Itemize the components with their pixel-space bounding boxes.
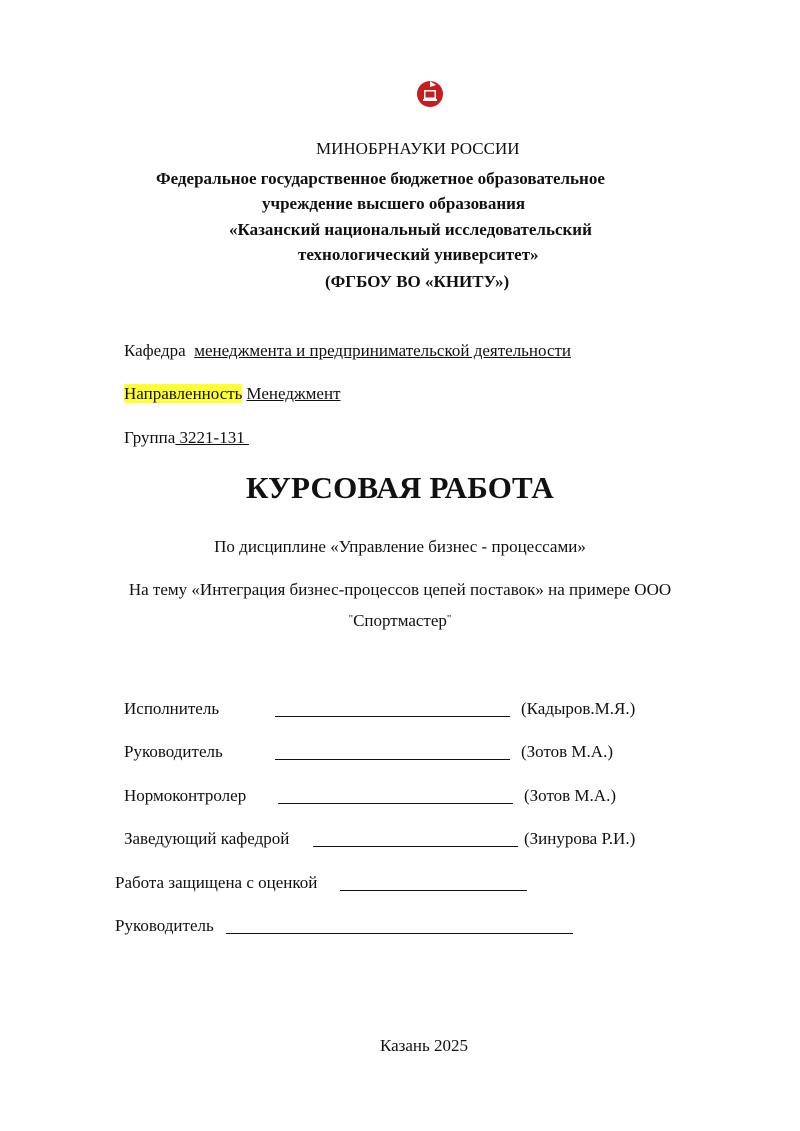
city-year: Казань 2025 bbox=[380, 1036, 469, 1055]
grade-line bbox=[340, 875, 527, 891]
supervisor-2-signature-line bbox=[226, 918, 573, 934]
department-value: менеджмента и предпринимательской деятельности bbox=[194, 341, 572, 360]
topic-quote-open: " bbox=[348, 613, 354, 625]
normcontrol-name: (Зотов М.А.) bbox=[524, 786, 616, 805]
university-name-line-1: «Казанский национальный исследовательский bbox=[229, 220, 592, 239]
direction-label: Направленность bbox=[124, 384, 243, 403]
group-row bbox=[124, 428, 249, 448]
supervisor-name: (Зотов М.А.) bbox=[521, 742, 613, 761]
topic-line-1: На тему «Интеграция бизнес-процессов цепей поставок» на примере ООО bbox=[128, 580, 672, 599]
group-label: Группа bbox=[124, 428, 176, 447]
topic-line-2 bbox=[0, 611, 800, 631]
group-value: 3221-131 bbox=[175, 428, 249, 447]
department-row bbox=[124, 341, 571, 361]
supervisor-signature-line bbox=[275, 744, 510, 760]
supervisor-label: Руководитель bbox=[124, 742, 223, 761]
topic-quote-close: " bbox=[446, 613, 452, 625]
discipline-line: По дисциплине «Управление бизнес - процессами» bbox=[214, 537, 586, 556]
direction-value: Менеджмент bbox=[246, 384, 341, 403]
head-of-department-name: (Зинурова Р.И.) bbox=[524, 829, 636, 848]
department-label: Кафедра bbox=[124, 341, 186, 360]
topic-company: Спортмастер bbox=[353, 611, 447, 630]
university-name-line-2: технологический университет» bbox=[298, 245, 539, 264]
document-title: КУРСОВАЯ РАБОТА bbox=[246, 470, 554, 505]
executor-name: (Кадыров.М.Я.) bbox=[521, 699, 636, 718]
direction-row bbox=[124, 384, 341, 404]
ministry-heading: МИНОБРНАУКИ РОССИИ bbox=[316, 139, 520, 158]
normcontrol-signature-line bbox=[278, 788, 513, 804]
head-of-department-signature-line bbox=[313, 831, 518, 847]
university-abbreviation: (ФГБОУ ВО «КНИТУ») bbox=[325, 272, 510, 291]
executor-signature-line bbox=[275, 701, 510, 717]
normcontrol-label: Нормоконтролер bbox=[124, 786, 247, 805]
executor-label: Исполнитель bbox=[124, 699, 220, 718]
supervisor-2-label: Руководитель bbox=[115, 916, 214, 935]
head-of-department-label: Заведующий кафедрой bbox=[124, 829, 290, 848]
defended-label: Работа защищена с оценкой bbox=[115, 873, 318, 892]
institution-line-2: учреждение высшего образования bbox=[262, 194, 526, 213]
institution-line-1: Федеральное государственное бюджетное образовательное bbox=[156, 169, 605, 188]
university-logo-icon bbox=[415, 79, 445, 109]
